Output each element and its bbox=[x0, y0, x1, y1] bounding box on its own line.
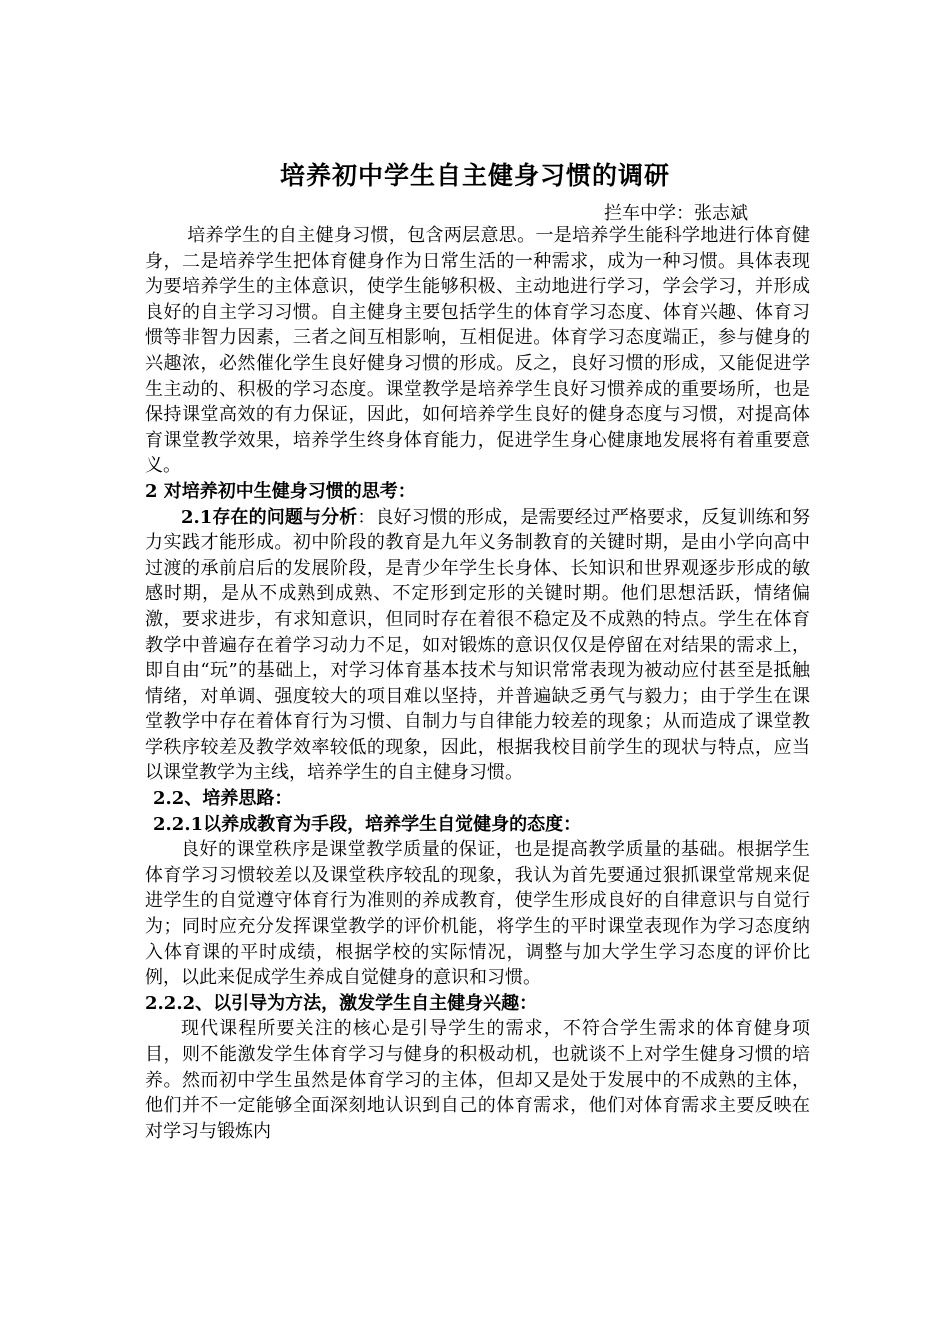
section-2-1-label: 2.1存在的问题与分析 bbox=[181, 506, 358, 528]
section-2-2-heading: 2.2、培养思路： bbox=[153, 788, 293, 810]
document-title: 培养初中学生自主健身习惯的调研 bbox=[279, 161, 670, 190]
section-2-2-1-paragraph: 良好的课堂秩序是课堂教学质量的保证，也是提高教学质量的基础。根据学生体育学习习惯较差以及课堂秩序较乱的现象，我认为首先要通过狠抓课堂常规来促进学生的自觉遵守体育行为准则的养成教育，使学生形成良好的自律意识与自觉行为；同时应充分发挥课堂教学的评价机能，将学生的平时课堂表现作为学习态度纳入体育课的平时成绩，根据学校的实际情况，调整与加大学生学习态度的评价比例，以此来促成学生养成自觉健身的意识和习惯。 bbox=[145, 839, 810, 989]
intro-paragraph: 培养学生的自主健身习惯，包含两层意思。一是培养学生能科学地进行体育健身，二是培养学生把体育健身作为日常生活的一种需求，成为一种习惯。具体表现为要培养学生的主体意识，使学生能够积极、主动地进行学习，学会学习，并形成良好的自主学习习惯。自主健身主要包括学生的体育学习态度、体育兴趣、体育习惯等非智力因素，三者之间互相影响，互相促进。体育学习态度端正，参与健身的兴趣浓，必然催化学生良好健身习惯的形成。反之，良好习惯的形成，又能促进学生主动的、积极的学习态度。课堂教学是培养学生良好习惯养成的重要场所，也是保持课堂高效的有力保证，因此，如何培养学生良好的健身态度与习惯，对提高体育课堂教学效果，培养学生终身体育能力，促进学生身心健康地发展将有着重要意义。 bbox=[145, 225, 810, 477]
section-2-2-2-heading: 2.2.2、以引导为方法，激发学生自主健身兴趣： bbox=[145, 992, 538, 1014]
section-2-2-2-paragraph: 现代课程所要关注的核心是引导学生的需求，不符合学生需求的体育健身项目，则不能激发学生体育学习与健身的积极动机，也就谈不上对学生健身习惯的培养。然而初中学生虽然是体育学习的主体，但却又是处于发展中的不成熟的主体，他们并不一定能够全面深刻地认识到自己的体育需求，他们对体育需求主要反映在对学习与锻炼内 bbox=[145, 1018, 810, 1142]
document-author: 拦车中学：张志斌 bbox=[604, 203, 748, 224]
document-body bbox=[145, 223, 810, 1144]
section-2-1-text: ：良好习惯的形成，是需要经过严格要求，反复训练和努力实践才能形成。初中阶段的教育是九年义务制教育的关键时期，是由小学向高中过渡的承前启后的发展阶段，是青少年学生长身体、长知识和世界观逐步形成的敏感时期，是从不成熟到成熟、不定形到定形的关键时期。他们思想活跃，情绪偏激，要求进步，有求知意识，但同时存在着很不稳定及不成熟的特点。学生在体育教学中普遍存在着学习动力不足，如对锻炼的意识仅仅是停留在对结果的需求上，即自由“玩”的基础上，对学习体育基本技术与知识常常表现为被动应付甚至是抵触情绪，对单调、强度较大的项目难以坚持，并普遍缺乏勇气与毅力；由于学生在课堂教学中存在着体育行为习惯、自制力与自律能力较差的现象；从而造成了课堂教学秩序较差及教学效率较低的现象，因此，根据我校目前学生的现状与特点，应当以课堂教学为主线，培养学生的自主健身习惯。 bbox=[145, 506, 810, 784]
section-2-1-paragraph bbox=[145, 505, 810, 787]
section-2-2-1-heading: 2.2.1以养成教育为手段，培养学生自觉健身的态度： bbox=[153, 813, 582, 835]
section-2-heading: 2 对培养初中生健身习惯的思考： bbox=[145, 480, 416, 502]
